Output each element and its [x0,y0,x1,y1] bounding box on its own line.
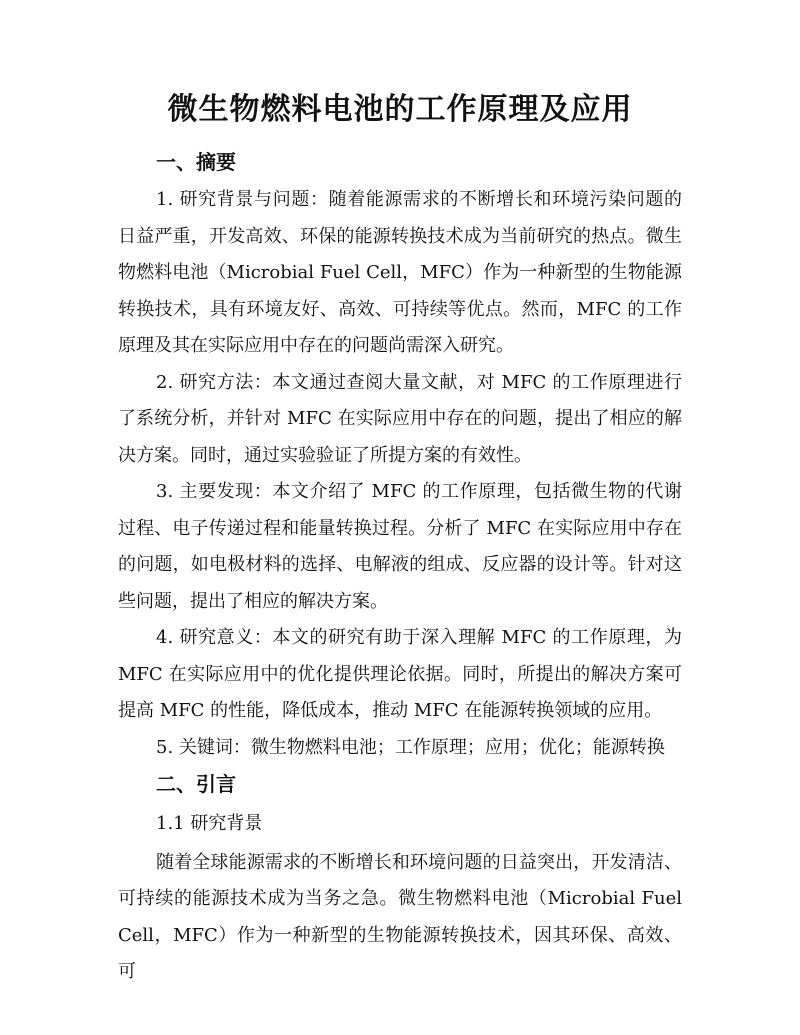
introduction-paragraph-1: 随着全球能源需求的不断增长和环境问题的日益突出，开发清洁、可持续的能源技术成为当务之急。微生物燃料电池（Microbial Fuel Cell，MFC）作为一种新型的生物能源转换技术，因其环保、高效、可 [118,851,682,982]
abstract-paragraph-3: 3. 主要发现：本文介绍了 MFC 的工作原理，包括微生物的代谢过程、电子传递过程和能量转换过程。分析了 MFC 在实际应用中存在的问题，如电极材料的选择、电解液的组成、反应器的设计等。针对这些问题，提出了相应的解决方案。 [118,481,682,612]
section-heading-abstract: 一、摘要 [156,150,236,174]
document-body [118,144,682,991]
document-title: 微生物燃料电池的工作原理及应用 [167,92,633,127]
abstract-paragraph-2: 2. 研究方法：本文通过查阅大量文献，对 MFC 的工作原理进行了系统分析，并针对 MFC 在实际应用中存在的问题，提出了相应的解决方案。同时，通过实验验证了所提方案的有效性。 [118,371,682,466]
abstract-keywords: 5. 关键词：微生物燃料电池；工作原理；应用；优化；能源转换 [156,736,665,758]
abstract-paragraph-1: 1. 研究背景与问题：随着能源需求的不断增长和环境污染问题的日益严重，开发高效、环保的能源转换技术成为当前研究的热点。微生物燃料电池（Microbial Fuel Cell，MFC）作为一种新型的生物能源转换技术，具有环境友好、高效、可持续等优点。然而，MFC 的工作原理及其在实际应用中存在的问题尚需深入研究。 [118,189,682,356]
section-heading-introduction: 二、引言 [156,772,236,796]
abstract-paragraph-4: 4. 研究意义：本文的研究有助于深入理解 MFC 的工作原理，为 MFC 在实际应用中的优化提供理论依据。同时，所提出的解决方案可提高 MFC 的性能，降低成本，推动 MFC 在能源转换领域的应用。 [118,627,682,721]
subsection-heading-background: 1.1 研究背景 [156,813,263,834]
